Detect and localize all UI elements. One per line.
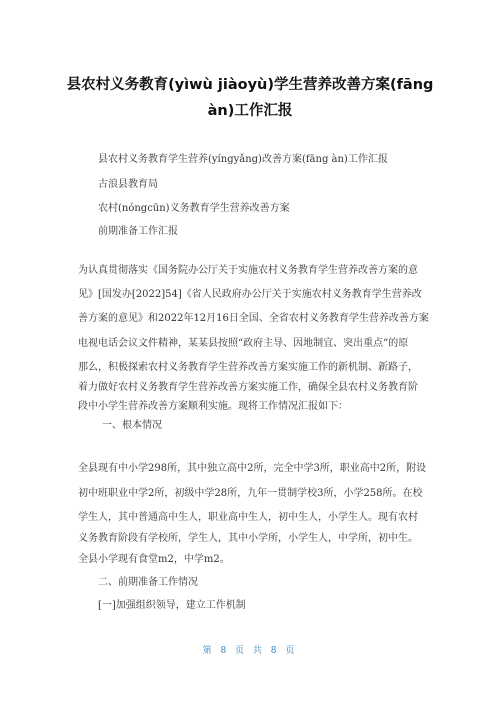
section-heading: 二、前期准备工作情况 [98,577,198,588]
body-line: 初中班职业中学2所，初级中学28所，九年一贯制学校3所，小学258所。在校 [78,488,423,499]
body-line: 义务教育阶段有学校所，学生人，其中小学所，小学生人，中学所，初中生。 [78,533,418,544]
header-line: 农村(nóngcūn)义务教育学生营养改善方案 [98,203,290,214]
body-line: 那么，积极探索农村义务教育学生营养改善方案实施工作的新机制、新路子， [78,362,418,373]
header-line: 前期准备工作汇报 [98,226,178,237]
page-footer: 第 8 页 共 8 页 [202,646,298,656]
body-line: 见》[国发办[2022]54]《省人民政府办公厅关于实施农村义务教育学生营养改 [78,289,422,300]
body-line: 电视电话会议文件精神，某某县按照“政府主导、因地制宜、突出重点”的原 [78,338,409,349]
body-line: 为认真贯彻落实《国务院办公厅关于实施农村义务教育学生营养改善方案的意 [78,265,418,276]
document-title: 县农村义务教育(yìwù jiàoyù)学生营养改善方案(fāng àn)工作汇报 [66,77,434,119]
body-line: 全县现有中小学298所，其中独立高中2所，完全中学3所，职业高中2所，附设 [78,463,427,474]
body-line: 善方案的意见》和2022年12月16日全国、全省农村义务教育学生营养改善方案 [78,313,429,324]
header-line: 古浪县教育局 [98,179,158,190]
section-heading: 一、根本情况 [102,420,162,431]
body-line: 学生人，其中普通高中生人，职业高中生人，初中生人，小学生人。现有农村 [78,512,418,523]
body-line: 段中小学生营养改善方案顺利实施。现将工作情况汇报如下： [78,401,348,412]
body-line: 着力做好农村义务教育学生营养改善方案实施工作，确保全县农村义务教育阶 [78,382,418,393]
subsection-heading: [一]加强组织领导，建立工作机制 [98,600,246,611]
body-line: 全县小学现有食堂m2，中学m2。 [78,554,230,565]
header-line: 县农村义务教育学生营养(yíngyǎng)改善方案(fāng àn)工作汇报 [98,154,388,165]
